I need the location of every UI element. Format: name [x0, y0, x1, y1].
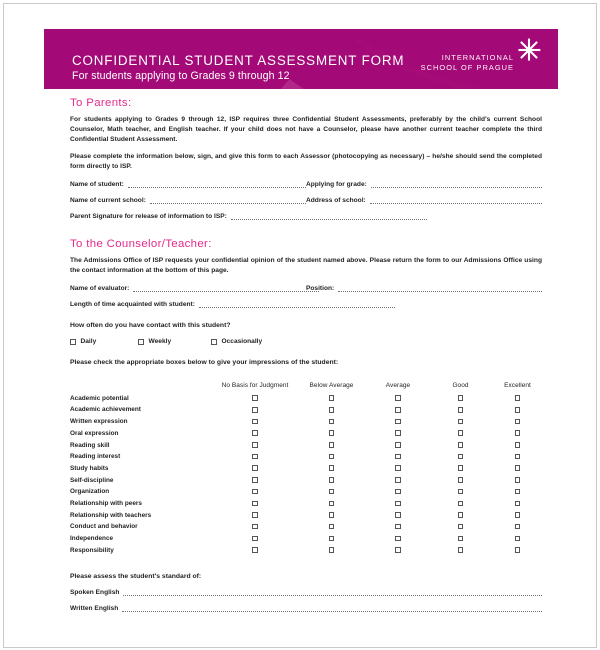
field-input-position[interactable]	[338, 285, 542, 292]
ratings-row-label: Reading skill	[70, 441, 110, 449]
ratings-cell[interactable]	[368, 439, 428, 451]
school-logo-line-1: INTERNATIONAL	[441, 53, 514, 62]
field-row-parent-signature	[70, 213, 542, 220]
contact-option-label-occasionally: Occasionally	[221, 338, 263, 346]
field-input-length-of-time[interactable]	[199, 301, 395, 308]
contact-option-label-daily: Daily	[80, 338, 97, 346]
checkbox-icon[interactable]	[252, 430, 258, 436]
ratings-cell[interactable]	[428, 416, 493, 428]
ratings-cell[interactable]	[295, 463, 368, 475]
ratings-cell[interactable]	[215, 416, 295, 428]
ratings-row-label: Oral expression	[70, 429, 119, 437]
ratings-cell[interactable]	[215, 439, 295, 451]
checkbox-icon[interactable]	[252, 477, 258, 483]
field-length-of-time[interactable]	[70, 301, 542, 308]
document-subtitle: For students applying to Grades 9 through 12	[72, 70, 290, 82]
ratings-cell[interactable]	[368, 521, 428, 533]
checkbox-icon[interactable]	[515, 454, 521, 460]
checkbox-icon[interactable]	[329, 419, 335, 425]
checkbox-icon[interactable]	[458, 489, 464, 495]
field-label-parent-signature: Parent Signature for release of information to ISP:	[70, 213, 227, 221]
field-student-name[interactable]	[70, 181, 306, 188]
checkbox-icon[interactable]	[458, 524, 464, 530]
ratings-header-blank	[70, 382, 215, 392]
field-current-school[interactable]	[70, 197, 306, 204]
checkbox-icon[interactable]	[329, 547, 335, 553]
field-row-evaluator	[70, 285, 542, 292]
ratings-row-label: Relationship with peers	[70, 499, 142, 507]
checkbox-icon[interactable]	[395, 407, 401, 413]
contact-frequency-options	[70, 338, 542, 345]
ratings-table-header	[70, 382, 542, 392]
section-heading-counselor: To the Counselor/Teacher:	[70, 238, 212, 251]
ratings-cell[interactable]	[368, 544, 428, 556]
checkbox-icon[interactable]	[70, 339, 76, 345]
ratings-cell[interactable]	[295, 392, 368, 404]
ratings-cell[interactable]	[428, 427, 493, 439]
ratings-instruction: Please check the appropriate boxes below to give your impressions of the student:	[70, 359, 339, 367]
field-row-spoken-english	[70, 589, 542, 596]
field-label-school-address: Address of school:	[306, 197, 366, 205]
field-position[interactable]	[306, 285, 542, 292]
checkbox-icon[interactable]	[515, 395, 521, 401]
field-input-evaluator-name[interactable]	[133, 285, 319, 292]
field-row-school	[70, 197, 542, 204]
field-row-student	[70, 181, 542, 188]
field-input-written-english[interactable]	[122, 605, 542, 612]
checkbox-icon[interactable]	[458, 454, 464, 460]
ratings-cell[interactable]	[368, 416, 428, 428]
checkbox-icon[interactable]	[211, 339, 217, 345]
ratings-cell[interactable]	[215, 451, 295, 463]
ratings-cell[interactable]	[368, 427, 428, 439]
ratings-cell[interactable]	[368, 486, 428, 498]
checkbox-icon[interactable]	[458, 465, 464, 471]
parents-paragraph-1: For students applying to Grades 9 through 12, ISP requires three Confidential Student Assessments, preferably by the child's current School Counselor, Math teacher, and English teacher. If your child does not have a Counselor, please have another current teacher complete the third Confidential Student Assessment.	[70, 116, 542, 144]
field-input-parent-signature[interactable]	[231, 213, 427, 220]
ratings-cell[interactable]	[215, 521, 295, 533]
ratings-cell[interactable]	[428, 439, 493, 451]
ratings-cell[interactable]	[295, 509, 368, 521]
checkbox-icon[interactable]	[515, 419, 521, 425]
document-page	[3, 3, 597, 648]
ratings-row-label: Study habits	[70, 464, 109, 472]
table-row	[70, 416, 542, 428]
section-heading-parents: To Parents:	[70, 97, 132, 109]
field-school-address[interactable]	[306, 197, 542, 204]
ratings-cell[interactable]	[493, 427, 542, 439]
checkbox-icon[interactable]	[329, 430, 335, 436]
starburst-icon	[516, 37, 542, 63]
checkbox-icon[interactable]	[515, 547, 521, 553]
standards-heading: Please assess the student's standard of:	[70, 573, 202, 581]
ratings-cell[interactable]	[428, 404, 493, 416]
checkbox-icon[interactable]	[515, 442, 521, 448]
table-row	[70, 521, 542, 533]
ratings-cell[interactable]	[493, 439, 542, 451]
checkbox-icon[interactable]	[329, 524, 335, 530]
ratings-table	[70, 382, 542, 556]
contact-option-weekly[interactable]	[138, 338, 211, 345]
ratings-cell[interactable]	[493, 498, 542, 510]
ratings-cell[interactable]	[428, 509, 493, 521]
checkbox-icon[interactable]	[329, 465, 335, 471]
table-row	[70, 392, 542, 404]
checkbox-icon[interactable]	[329, 442, 335, 448]
checkbox-icon[interactable]	[515, 407, 521, 413]
table-row	[70, 498, 542, 510]
field-label-position: Position:	[306, 285, 335, 293]
ratings-cell[interactable]	[368, 451, 428, 463]
checkbox-icon[interactable]	[395, 512, 401, 518]
ratings-cell[interactable]	[368, 474, 428, 486]
checkbox-icon[interactable]	[515, 512, 521, 518]
ratings-cell[interactable]	[295, 439, 368, 451]
ratings-row-label: Written expression	[70, 418, 128, 426]
field-spoken-english[interactable]	[70, 589, 542, 596]
field-input-student-name[interactable]	[128, 181, 306, 188]
ratings-cell[interactable]	[295, 451, 368, 463]
ratings-cell[interactable]	[493, 392, 542, 404]
ratings-cell[interactable]	[428, 474, 493, 486]
ratings-column-header: No Basis for Judgment	[221, 382, 289, 390]
ratings-cell[interactable]	[428, 533, 493, 545]
ratings-cell[interactable]	[295, 521, 368, 533]
checkbox-icon[interactable]	[395, 489, 401, 495]
field-label-student-name: Name of student:	[70, 181, 124, 189]
table-row	[70, 474, 542, 486]
checkbox-icon[interactable]	[252, 395, 258, 401]
ratings-cell[interactable]	[215, 392, 295, 404]
ratings-cell[interactable]	[428, 392, 493, 404]
contact-frequency-question: How often do you have contact with this student?	[70, 322, 231, 330]
ratings-cell[interactable]	[493, 416, 542, 428]
ratings-column-header: Excellent	[504, 382, 531, 390]
table-row	[70, 463, 542, 475]
ratings-cell[interactable]	[215, 509, 295, 521]
field-label-spoken-english: Spoken English	[70, 589, 120, 597]
checkbox-icon[interactable]	[515, 430, 521, 436]
ratings-cell[interactable]	[493, 404, 542, 416]
checkbox-icon[interactable]	[329, 489, 335, 495]
checkbox-icon[interactable]	[329, 501, 335, 507]
table-row	[70, 509, 542, 521]
ratings-cell[interactable]	[295, 544, 368, 556]
contact-option-label-weekly: Weekly	[148, 338, 172, 346]
ratings-cell[interactable]	[215, 427, 295, 439]
ratings-cell[interactable]	[493, 533, 542, 545]
ratings-row-label: Independence	[70, 535, 114, 543]
ratings-cell[interactable]	[295, 404, 368, 416]
field-label-evaluator-name: Name of evaluator:	[70, 285, 130, 293]
ratings-row-label: Responsibility	[70, 546, 114, 554]
ratings-cell[interactable]	[428, 521, 493, 533]
ratings-cell[interactable]	[493, 486, 542, 498]
school-logo-text	[421, 53, 514, 72]
checkbox-icon[interactable]	[252, 465, 258, 471]
checkbox-icon[interactable]	[252, 536, 258, 542]
checkbox-icon[interactable]	[252, 501, 258, 507]
ratings-cell[interactable]	[295, 498, 368, 510]
field-label-applying-grade: Applying for grade:	[306, 181, 367, 189]
field-label-length-of-time: Length of time acquainted with student:	[70, 301, 195, 309]
contact-option-occasionally[interactable]	[211, 338, 262, 345]
ratings-cell[interactable]	[428, 463, 493, 475]
ratings-cell[interactable]	[368, 404, 428, 416]
ratings-row-label: Academic potential	[70, 394, 129, 402]
ratings-cell[interactable]	[493, 521, 542, 533]
ratings-cell[interactable]	[428, 486, 493, 498]
checkbox-icon[interactable]	[395, 524, 401, 530]
checkbox-icon[interactable]	[458, 430, 464, 436]
ratings-cell[interactable]	[493, 463, 542, 475]
ratings-cell[interactable]	[368, 392, 428, 404]
ratings-column-header: Average	[385, 382, 411, 390]
document-title: CONFIDENTIAL STUDENT ASSESSMENT FORM	[72, 53, 405, 68]
checkbox-icon[interactable]	[458, 501, 464, 507]
field-written-english[interactable]	[70, 605, 542, 612]
ratings-cell[interactable]	[295, 416, 368, 428]
ratings-cell[interactable]	[215, 463, 295, 475]
school-logo	[414, 37, 544, 83]
parents-paragraph-2: Please complete the information below, sign, and give this form to each Assessor (photocopying as necessary) – he/she should send the completed form directly to ISP.	[70, 152, 542, 170]
field-input-current-school[interactable]	[150, 197, 306, 204]
document-header-band	[44, 29, 558, 89]
ratings-row-label: Reading interest	[70, 453, 121, 461]
contact-option-daily[interactable]	[70, 338, 138, 345]
ratings-cell[interactable]	[368, 498, 428, 510]
checkbox-icon[interactable]	[515, 477, 521, 483]
table-row	[70, 533, 542, 545]
table-row	[70, 451, 542, 463]
checkbox-icon[interactable]	[252, 524, 258, 530]
checkbox-icon[interactable]	[395, 454, 401, 460]
ratings-table-body	[70, 392, 542, 556]
checkbox-icon[interactable]	[252, 547, 258, 553]
ratings-cell[interactable]	[295, 533, 368, 545]
field-applying-grade[interactable]	[306, 181, 542, 188]
checkbox-icon[interactable]	[329, 512, 335, 518]
ratings-cell[interactable]	[215, 498, 295, 510]
field-input-school-address[interactable]	[370, 197, 542, 204]
checkbox-icon[interactable]	[458, 512, 464, 518]
ratings-column-header: Good	[452, 382, 469, 390]
checkbox-icon[interactable]	[395, 547, 401, 553]
checkbox-icon[interactable]	[395, 419, 401, 425]
checkbox-icon[interactable]	[329, 395, 335, 401]
ratings-cell[interactable]	[428, 451, 493, 463]
checkbox-icon[interactable]	[458, 395, 464, 401]
ratings-row-label: Organization	[70, 488, 110, 496]
ratings-cell[interactable]	[493, 509, 542, 521]
checkbox-icon[interactable]	[515, 536, 521, 542]
ratings-cell[interactable]	[215, 486, 295, 498]
checkbox-icon[interactable]	[458, 419, 464, 425]
ratings-cell[interactable]	[493, 451, 542, 463]
field-row-written-english	[70, 605, 542, 612]
ratings-cell[interactable]	[368, 463, 428, 475]
checkbox-icon[interactable]	[515, 501, 521, 507]
checkbox-icon[interactable]	[252, 419, 258, 425]
checkbox-icon[interactable]	[458, 477, 464, 483]
checkbox-icon[interactable]	[458, 536, 464, 542]
checkbox-icon[interactable]	[458, 442, 464, 448]
school-logo-line-2: SCHOOL OF PRAGUE	[420, 62, 514, 72]
ratings-cell[interactable]	[368, 509, 428, 521]
ratings-cell[interactable]	[493, 544, 542, 556]
ratings-cell[interactable]	[295, 474, 368, 486]
ratings-cell[interactable]	[295, 427, 368, 439]
field-evaluator-name[interactable]	[70, 285, 306, 292]
checkbox-icon[interactable]	[252, 489, 258, 495]
field-row-length-of-time	[70, 301, 542, 308]
field-parent-signature[interactable]	[70, 213, 542, 220]
checkbox-icon[interactable]	[515, 489, 521, 495]
table-row	[70, 427, 542, 439]
ratings-cell[interactable]	[215, 474, 295, 486]
checkbox-icon[interactable]	[252, 407, 258, 413]
ratings-cell[interactable]	[428, 544, 493, 556]
field-input-applying-grade[interactable]	[371, 181, 542, 188]
ratings-cell[interactable]	[428, 498, 493, 510]
checkbox-icon[interactable]	[252, 512, 258, 518]
ratings-cell[interactable]	[215, 404, 295, 416]
table-row	[70, 486, 542, 498]
checkbox-icon[interactable]	[329, 536, 335, 542]
table-row	[70, 404, 542, 416]
checkbox-icon[interactable]	[515, 524, 521, 530]
ratings-cell[interactable]	[493, 474, 542, 486]
ratings-cell[interactable]	[215, 533, 295, 545]
ratings-column-header: Below Average	[309, 382, 354, 390]
document-content	[70, 97, 542, 612]
checkbox-icon[interactable]	[458, 407, 464, 413]
ratings-cell[interactable]	[295, 486, 368, 498]
ratings-cell[interactable]	[368, 533, 428, 545]
checkbox-icon[interactable]	[458, 547, 464, 553]
checkbox-icon[interactable]	[252, 442, 258, 448]
ratings-header-row	[70, 382, 542, 392]
checkbox-icon[interactable]	[395, 501, 401, 507]
checkbox-icon[interactable]	[395, 465, 401, 471]
field-label-current-school: Name of current school:	[70, 197, 146, 205]
table-row	[70, 439, 542, 451]
checkbox-icon[interactable]	[329, 407, 335, 413]
ratings-row-label: Relationship with teachers	[70, 511, 152, 519]
checkbox-icon[interactable]	[395, 395, 401, 401]
checkbox-icon[interactable]	[138, 339, 144, 345]
checkbox-icon[interactable]	[395, 442, 401, 448]
ratings-row-label: Self-discipline	[70, 476, 114, 484]
field-input-spoken-english[interactable]	[123, 589, 542, 596]
checkbox-icon[interactable]	[395, 430, 401, 436]
field-label-written-english: Written English	[70, 605, 119, 613]
table-row	[70, 544, 542, 556]
checkbox-icon[interactable]	[252, 454, 258, 460]
checkbox-icon[interactable]	[395, 536, 401, 542]
checkbox-icon[interactable]	[515, 465, 521, 471]
checkbox-icon[interactable]	[329, 454, 335, 460]
ratings-row-label: Conduct and behavior	[70, 523, 138, 531]
checkbox-icon[interactable]	[329, 477, 335, 483]
ratings-row-label: Academic achievement	[70, 406, 141, 414]
checkbox-icon[interactable]	[395, 477, 401, 483]
ratings-cell[interactable]	[215, 544, 295, 556]
counselor-paragraph: The Admissions Office of ISP requests your confidential opinion of the student named above. Please return the form to our Admissions Office using the contact information at the bottom of this page.	[70, 257, 542, 275]
